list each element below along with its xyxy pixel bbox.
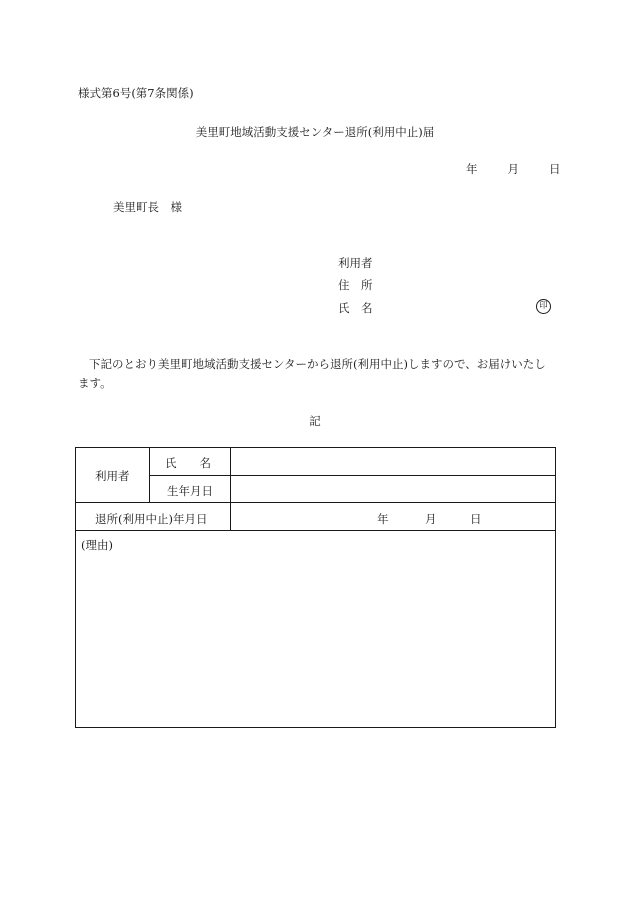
month-label: 月 [425,512,437,526]
birthdate-field[interactable] [231,476,555,502]
submission-date [466,161,561,177]
name-field[interactable] [231,448,555,475]
body-text: 下記のとおり美里町地域活動支援センターから退所(利用中止)しますので、お届けいたします。 [78,357,546,390]
applicant-address-label: 住 所 [338,278,373,292]
name-label: 氏 名 [165,456,211,470]
seal-mark: 印 [536,299,551,314]
withdrawal-date-label: 退所(利用中止)年月日 [95,512,208,526]
day-label: 日 [470,512,482,526]
column-divider [149,448,150,502]
reason-label: (理由) [81,538,113,552]
addressee: 美里町長 様 [113,200,182,214]
ki-heading: 記 [309,414,321,428]
withdrawal-form-table [75,447,556,728]
year-label: 年 [466,162,478,176]
month-label: 月 [507,162,519,176]
day-label: 日 [549,162,561,176]
document-title: 美里町地域活動支援センター退所(利用中止)届 [195,125,435,139]
year-label: 年 [377,512,389,526]
applicant-name-label: 氏 名 [338,301,373,315]
reason-field[interactable] [76,531,555,727]
applicant-user-label: 利用者 [338,256,373,270]
birthdate-label: 生年月日 [167,484,213,498]
form-number: 様式第6号(第7条関係) [78,86,194,100]
user-header: 利用者 [95,469,130,483]
withdrawal-date-field[interactable] [231,503,555,530]
